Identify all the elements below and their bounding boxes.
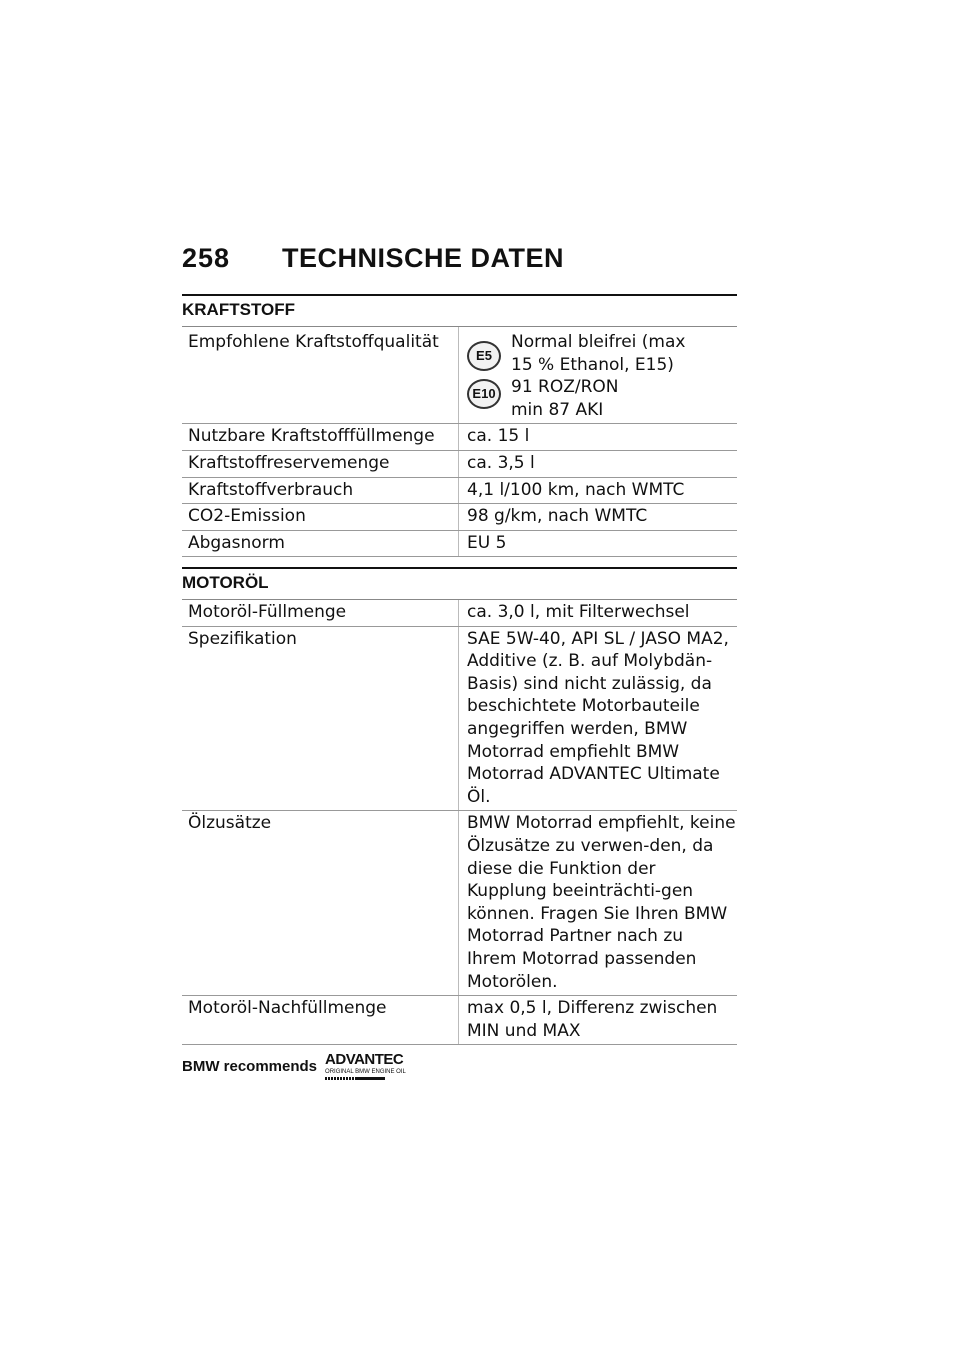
row-label: Ölzusätze bbox=[182, 811, 459, 996]
row-value: max 0,5 l, Differenz zwischen MIN und MAX bbox=[459, 996, 738, 1045]
advantec-logo-bars-icon bbox=[325, 1077, 385, 1080]
fuel-quality-line: Normal bleifrei (max bbox=[511, 332, 686, 352]
kraftstoff-table bbox=[182, 327, 737, 557]
table-row bbox=[182, 424, 737, 451]
page-number: 258 bbox=[182, 243, 231, 273]
advantec-logo-text: ADVANTEC bbox=[325, 1051, 404, 1068]
row-value: EU 5 bbox=[459, 530, 738, 557]
table-row bbox=[182, 530, 737, 557]
table-row bbox=[182, 327, 737, 424]
advantec-logo-subtitle: ORIGINAL BMW ENGINE OIL bbox=[325, 1069, 406, 1075]
table-row bbox=[182, 811, 737, 996]
row-label: Empfohlene Kraftstoffqualität bbox=[182, 327, 459, 424]
table-row bbox=[182, 626, 737, 811]
section-motoroel bbox=[182, 567, 737, 1045]
row-value: BMW Motorrad empfiehlt, keine Ölzusätze zu verwen-den, da diese die Funktion der Kupplung beeinträchti-gen können. Fragen Sie Ihren BMW Motorrad Partner nach zu Ihrem Motorrad passenden Motorölen. bbox=[459, 811, 738, 996]
row-value: 4,1 l/100 km, nach WMTC bbox=[459, 477, 738, 504]
row-label: Motoröl-Nachfüllmenge bbox=[182, 996, 459, 1045]
row-label: Kraftstoffreservemenge bbox=[182, 450, 459, 477]
section-title-motoroel: MOTORÖL bbox=[182, 569, 737, 600]
table-row bbox=[182, 450, 737, 477]
row-label: Nutzbare Kraftstofffüllmenge bbox=[182, 424, 459, 451]
row-label: Kraftstoffverbrauch bbox=[182, 477, 459, 504]
fuel-quality-line: 91 ROZ/RON bbox=[511, 377, 619, 398]
table-row bbox=[182, 504, 737, 531]
table-row bbox=[182, 477, 737, 504]
row-value: ca. 15 l bbox=[459, 424, 738, 451]
ethanol-badges bbox=[467, 331, 509, 421]
section-kraftstoff bbox=[182, 294, 737, 557]
bmw-recommends-footer bbox=[182, 1052, 406, 1080]
fuel-quality-value bbox=[467, 331, 737, 421]
page-title: TECHNISCHE DATEN bbox=[282, 243, 565, 273]
page-header bbox=[182, 243, 564, 274]
row-value: ca. 3,0 l, mit Filterwechsel bbox=[459, 600, 738, 626]
advantec-logo bbox=[325, 1052, 406, 1080]
table-row bbox=[182, 996, 737, 1045]
section-title-kraftstoff: KRAFTSTOFF bbox=[182, 296, 737, 327]
table-row bbox=[182, 600, 737, 626]
recommends-label: BMW recommends bbox=[182, 1057, 318, 1075]
row-value: 98 g/km, nach WMTC bbox=[459, 504, 738, 531]
e10-badge-icon: E10 bbox=[467, 379, 501, 409]
fuel-quality-line: min 87 AKI bbox=[511, 399, 604, 420]
row-value: SAE 5W-40, API SL / JASO MA2, Additive (z. B. auf Molybdän-Basis) sind nicht zulässig, da beschichtete Motorbauteile angegriffen werden, BMW Motorrad empfiehlt BMW Motorrad ADVANTEC Ultimate Öl. bbox=[459, 626, 738, 811]
fuel-quality-line: 15 % Ethanol, E15) bbox=[511, 354, 674, 375]
row-label: CO2-Emission bbox=[182, 504, 459, 531]
e5-badge-icon: E5 bbox=[467, 341, 501, 371]
row-label: Spezifikation bbox=[182, 626, 459, 811]
row-label: Abgasnorm bbox=[182, 530, 459, 557]
motoroel-table bbox=[182, 600, 737, 1045]
row-value: ca. 3,5 l bbox=[459, 450, 738, 477]
row-label: Motoröl-Füllmenge bbox=[182, 600, 459, 626]
